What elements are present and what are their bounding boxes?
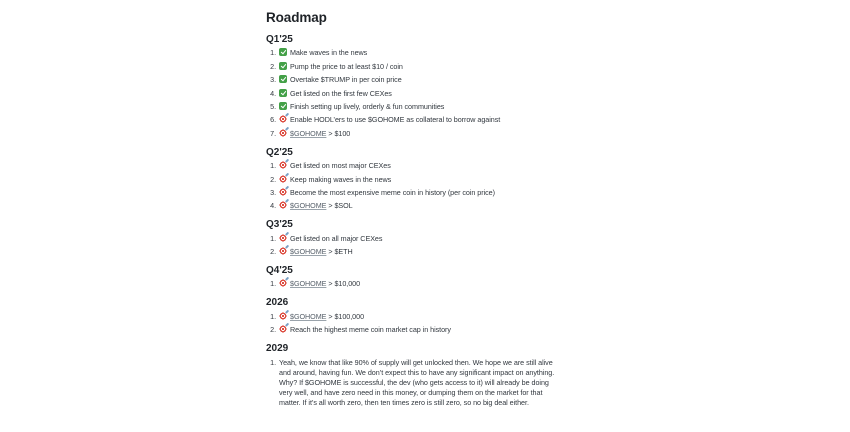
- roadmap-list: [266, 279, 564, 289]
- target-icon: [279, 234, 287, 242]
- target-icon: [279, 115, 287, 123]
- target-icon: [279, 279, 287, 287]
- roadmap-item: 2. $GOHOME > $ETH: [278, 247, 564, 257]
- roadmap-item: 4. $GOHOME > $SOL: [278, 201, 564, 211]
- section-heading: Q3'25: [266, 219, 293, 231]
- roadmap-item: 7. $GOHOME > $100: [278, 129, 564, 139]
- roadmap-item: 6. Enable HODL’ers to use $GOHOME as collateral to borrow against: [278, 115, 564, 125]
- check-icon: [279, 62, 287, 70]
- roadmap-item: 5. Finish setting up lively, orderly & fun communities: [278, 102, 564, 112]
- roadmap-list: [266, 161, 564, 211]
- roadmap-list: [266, 48, 564, 138]
- target-icon: [279, 161, 287, 169]
- section-heading: 2026: [266, 297, 289, 309]
- roadmap-item: 2. Keep making waves in the news: [278, 175, 564, 185]
- roadmap-item: 1. Make waves in the news: [278, 48, 564, 58]
- target-icon: [279, 325, 287, 333]
- roadmap-list: [266, 234, 564, 257]
- roadmap-list: [266, 358, 564, 408]
- section-heading: Q1'25: [266, 34, 293, 45]
- section-heading: Q2'25: [266, 146, 293, 158]
- roadmap-item: 2. Reach the highest meme coin market cap in history: [278, 325, 564, 335]
- roadmap-item: 3. Become the most expensive meme coin in history (per coin price): [278, 188, 564, 198]
- gohome-link[interactable]: $GOHOME: [290, 279, 327, 289]
- target-icon: [279, 188, 287, 196]
- target-icon: [279, 201, 287, 209]
- target-icon: [279, 129, 287, 137]
- section-heading: 2029: [266, 343, 289, 355]
- roadmap-item: 1. $GOHOME > $10,000: [278, 279, 564, 289]
- roadmap-item: 2. Pump the price to at least $10 / coin: [278, 62, 564, 72]
- roadmap-item: 4. Get listed on the first few CEXes: [278, 89, 564, 99]
- roadmap-item: 1. Yeah, we know that like 90% of supply will get unlocked then. We hope we are still alive and around, having fun. We don’t expect this to have any significant impact on anything. Why? If $GOHOME is successful, the dev (who gets access to it) will already be doing very well, and have zero need in this money, or dumping them on the market for that matter. If it’s all worth zero, then ten times zero is still zero, so no big deal either.: [278, 358, 564, 408]
- roadmap-content: [266, 10, 564, 408]
- target-icon: [279, 247, 287, 255]
- gohome-link[interactable]: $GOHOME: [290, 201, 327, 211]
- sections: [266, 34, 564, 408]
- roadmap-list: [266, 312, 564, 335]
- check-icon: [279, 75, 287, 83]
- target-icon: [279, 312, 287, 320]
- section-heading: Q4'25: [266, 265, 293, 277]
- gohome-link[interactable]: $GOHOME: [290, 247, 327, 257]
- target-icon: [279, 175, 287, 183]
- roadmap-item: 1. Get listed on most major CEXes: [278, 161, 564, 171]
- gohome-link[interactable]: $GOHOME: [290, 128, 327, 138]
- check-icon: [279, 48, 287, 56]
- check-icon: [279, 89, 287, 97]
- roadmap-item: 1. $GOHOME > $100,000: [278, 312, 564, 322]
- roadmap-item: 1. Get listed on all major CEXes: [278, 234, 564, 244]
- gohome-link[interactable]: $GOHOME: [290, 311, 327, 321]
- check-icon: [279, 102, 287, 110]
- page-title: Roadmap: [266, 10, 327, 25]
- roadmap-item: 3. Overtake $TRUMP in per coin price: [278, 75, 564, 85]
